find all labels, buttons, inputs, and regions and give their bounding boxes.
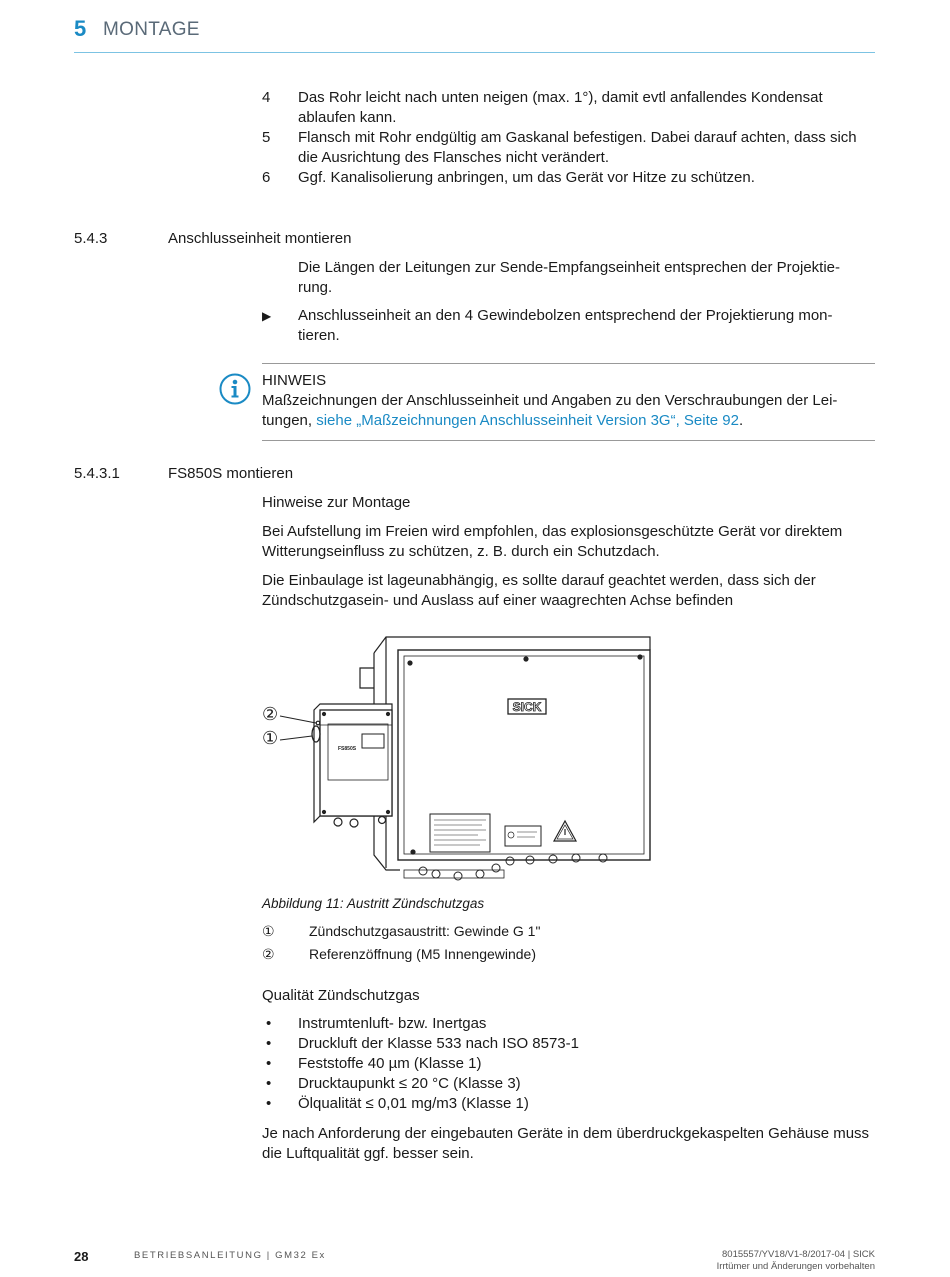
paragraph: Bei Aufstellung im Freien wird empfohlen, das explosionsgeschützte Gerät vor direktem Witterungseinfluss zu schützen, z. B. durch ein Schutzdach. (262, 523, 843, 560)
notice-top-rule (262, 363, 875, 364)
subsection-title: FS850S montieren (168, 465, 294, 482)
fs850s-label: FS850S (338, 746, 357, 752)
callout-2: ② (262, 704, 279, 724)
device-illustration (258, 630, 658, 885)
quality-heading: Qualität Zündschutzgas (262, 987, 420, 1004)
list-item: Ölqualität ≤ 0,01 mg/m3 (Klasse 1) (298, 1095, 529, 1112)
bullet: • (266, 1015, 272, 1032)
step-number: 4 (262, 89, 271, 106)
section-number: 5.4.3 (74, 230, 108, 247)
notice-bottom-rule (262, 440, 875, 441)
subsection-number: 5.4.3.1 (74, 465, 120, 482)
header-divider (74, 52, 875, 53)
notice-text: Maßzeichnungen der Anschlusseinheit und Angaben zu den Verschraubungen der Lei-tungen, siehe „Maßzeichnungen Anschlusseinheit Version 3G“, Seite 92. (262, 392, 838, 429)
action-step: Anschlusseinheit an den 4 Gewindebolzen entsprechend der Projektierung mon-tieren. (298, 307, 833, 344)
disclaimer: Irrtümer und Änderungen vorbehalten (716, 1261, 875, 1272)
footer-reference (717, 1249, 875, 1273)
list-item: Instrumtenluft- bzw. Inertgas (298, 1015, 487, 1032)
section-title: Anschlusseinheit montieren (168, 230, 352, 247)
list-item: Drucktaupunkt ≤ 20 °C (Klasse 3) (298, 1075, 521, 1092)
figure-caption: Abbildung 11: Austritt Zündschutzgas (262, 896, 485, 911)
bullet: • (266, 1075, 272, 1092)
bullet: • (266, 1055, 272, 1072)
bullet: • (266, 1035, 272, 1052)
chapter-title: MONTAGE (103, 19, 200, 40)
legend-text: Referenzöffnung (M5 Innengewinde) (309, 946, 537, 962)
brand-logo-text: SICK (512, 700, 542, 714)
legend-text: Zündschutzgasaustritt: Gewinde G 1" (309, 923, 541, 939)
action-marker: ▶ (262, 309, 272, 323)
subheading: Hinweise zur Montage (262, 494, 411, 511)
step-text: Flansch mit Rohr endgültig am Gaskanal befestigen. Dabei darauf achten, dass sich die Ausrichtung des Flansches nicht verändert. (298, 129, 857, 166)
page-number: 28 (74, 1249, 89, 1264)
notice-title: HINWEIS (262, 372, 327, 389)
info-icon (219, 373, 251, 405)
list-item: Druckluft der Klasse 533 nach ISO 8573-1 (298, 1035, 579, 1052)
bullet: • (266, 1095, 272, 1112)
chapter-number: 5 (74, 16, 87, 41)
document-title: BETRIEBSANLEITUNG | GM32 Ex (134, 1250, 326, 1261)
legend-number: ② (262, 946, 275, 962)
step-text: Das Rohr leicht nach unten neigen (max. 1°), damit evtl anfallendes Kondensat ablaufen kann. (298, 89, 823, 126)
step-number: 6 (262, 169, 271, 186)
section-intro: Die Längen der Leitungen zur Sende-Empfangseinheit entsprechen der Projektie-rung. (298, 259, 841, 296)
notice-link[interactable]: siehe „Maßzeichnungen Anschlusseinheit Version 3G“, Seite 92 (316, 412, 739, 429)
closing-paragraph: Je nach Anforderung der eingebauten Geräte in dem überdruckgekaspelten Gehäuse muss die Luftqualität ggf. besser sein. (262, 1125, 870, 1162)
document-reference: 8015557/YV18/V1-8/2017-04 | SICK (722, 1249, 875, 1260)
callout-1: ① (262, 728, 279, 748)
legend-number: ① (262, 923, 275, 939)
paragraph: Die Einbaulage ist lageunabhängig, es sollte darauf geachtet werden, dass sich der Zündschutzgasein- und Auslass auf einer waagrechten Achse befinden (262, 572, 816, 609)
list-item: Feststoffe 40 µm (Klasse 1) (298, 1055, 482, 1072)
step-number: 5 (262, 129, 271, 146)
step-text: Ggf. Kanalisolierung anbringen, um das Gerät vor Hitze zu schützen. (298, 169, 755, 186)
